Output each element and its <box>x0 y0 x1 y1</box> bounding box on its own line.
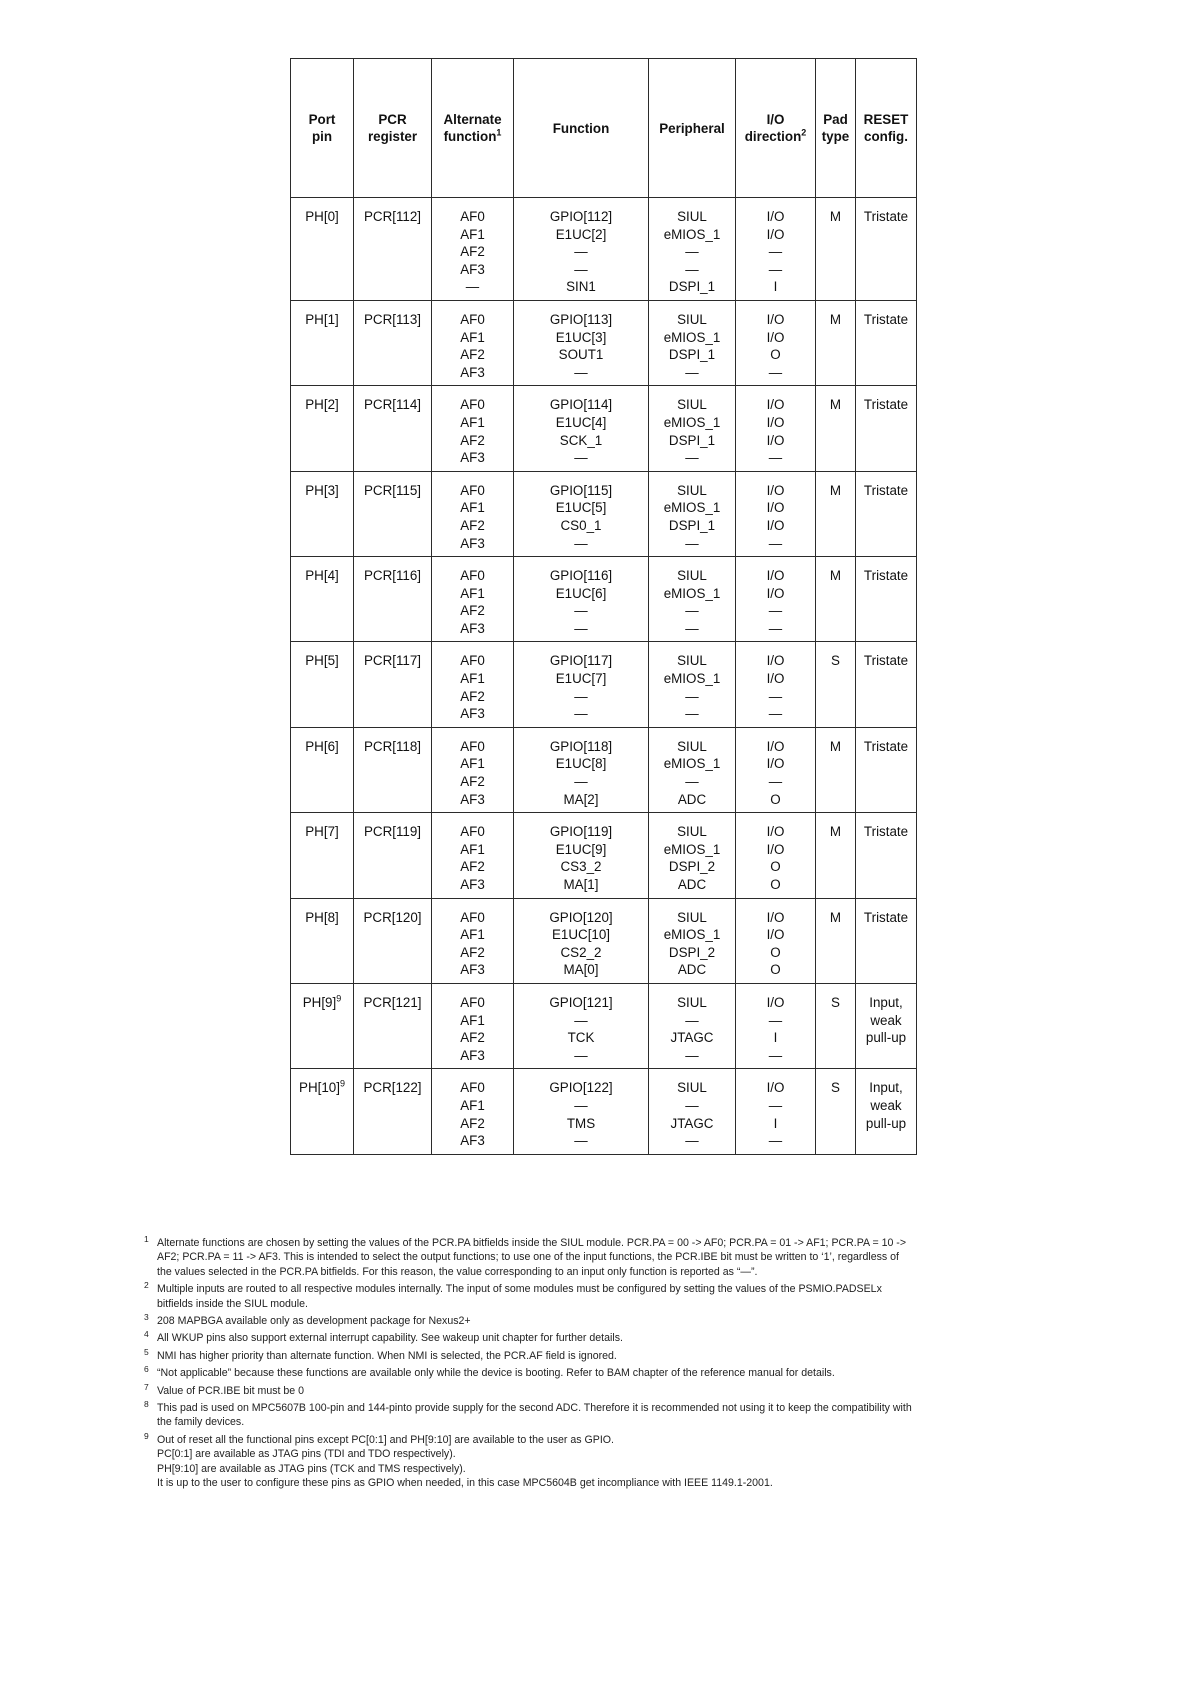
io-direction-cell-text: I/O I/O I/O — <box>766 397 785 466</box>
alternate-function-cell-text: AF0 AF1 AF2 AF3 — <box>460 209 485 295</box>
io-direction-cell-text: I/O I/O — — <box>766 568 785 636</box>
port-pin-cell-text: PH[5] <box>305 653 339 669</box>
footnote <box>142 1346 914 1363</box>
io-direction-cell <box>736 727 816 812</box>
alternate-function-cell-text: AF0 AF1 AF2 AF3 <box>460 738 485 807</box>
table-body <box>291 198 917 1155</box>
port-pin-cell <box>291 983 354 1068</box>
pad-type-cell <box>816 642 856 727</box>
footnote-number: 4 <box>144 1329 149 1340</box>
function-cell <box>514 300 649 385</box>
peripheral-cell-text: SIUL eMIOS_1 DSPI_1 — <box>663 397 721 466</box>
io-direction-cell-text: I/O I/O O O <box>766 824 785 892</box>
column-header-label: I/O <box>766 112 785 127</box>
port-pin-cell <box>291 557 354 642</box>
reset-config-cell <box>856 557 917 642</box>
table-row <box>291 813 917 898</box>
port-pin-cell-text: PH[7] <box>305 824 339 840</box>
alternate-function-cell-text: AF0 AF1 AF2 AF3 <box>460 909 485 978</box>
footnote <box>142 1331 914 1345</box>
column-header-label: PCR <box>378 112 407 127</box>
footnote-ref: 9 <box>336 993 342 1004</box>
pcr-register-cell-text: PCR[121] <box>363 994 422 1010</box>
reset-config-cell <box>856 386 917 471</box>
pcr-register-cell-text: PCR[117] <box>363 653 422 669</box>
port-pin-cell-text: PH[8] <box>305 909 339 925</box>
function-cell-text: GPIO[114] E1UC[4] SCK_1 — <box>549 397 613 466</box>
port-pin-cell-text: PH[1] <box>305 311 339 327</box>
footnote <box>142 1282 914 1311</box>
port-pin-cell <box>291 727 354 812</box>
footnote-text: This pad is used on MPC5607B 100-pin and 144-pinto provide supply for the second ADC. Therefore it is recommended not using it to keep the compatibility with the family devices. <box>157 1402 912 1429</box>
reset-config-cell <box>856 983 917 1068</box>
footnote <box>142 1236 914 1279</box>
port-pin-cell <box>291 386 354 471</box>
reset-config-cell-text: Tristate <box>863 209 909 224</box>
table-row <box>291 642 917 727</box>
function-cell-text: GPIO[113] E1UC[3] SOUT1 — <box>549 311 613 380</box>
port-pin-cell <box>291 198 354 301</box>
function-cell-text: GPIO[122] — TMS — <box>549 1080 613 1149</box>
peripheral-cell-text: SIUL eMIOS_1 DSPI_2 ADC <box>663 824 721 892</box>
footnote <box>142 1314 914 1328</box>
pcr-register-cell <box>354 983 432 1068</box>
alternate-function-cell-text: AF0 AF1 AF2 AF3 <box>460 311 485 380</box>
pcr-register-cell <box>354 1069 432 1154</box>
port-pin-cell-text: PH[6] <box>305 738 339 754</box>
pad-type-cell <box>816 813 856 898</box>
pcr-register-cell-text: PCR[112] <box>363 209 422 224</box>
alternate-function-cell-text: AF0 AF1 AF2 AF3 <box>460 482 485 551</box>
function-cell <box>514 471 649 556</box>
peripheral-cell-text: SIUL eMIOS_1 — — DSPI_1 <box>663 209 721 295</box>
port-pin-cell <box>291 898 354 983</box>
reset-config-cell-text: Tristate <box>863 311 909 327</box>
peripheral-cell <box>649 198 736 301</box>
pcr-register-cell <box>354 813 432 898</box>
reset-config-cell-text: Tristate <box>863 824 909 840</box>
pcr-register-cell <box>354 198 432 301</box>
footnote-number: 2 <box>144 1280 149 1291</box>
footnote-text: Out of reset all the functional pins except PC[0:1] and PH[9:10] are available to the user as GPIO. PC[0:1] are available as JTAG pins (TDI and TDO respectively). PH[9:10] are available as JTAG pins (TCK and TMS respectively). It is up to the user to configure these pins as GPIO when needed, in this case MPC5604B get incompliance with IEEE 1149.1-2001. <box>157 1433 773 1490</box>
alternate-function-cell <box>432 198 514 301</box>
reset-config-cell <box>856 1069 917 1154</box>
column-header <box>816 59 856 198</box>
function-cell-text: GPIO[119] E1UC[9] CS3_2 MA[1] <box>549 824 613 892</box>
function-cell-text: GPIO[118] E1UC[8] — MA[2] <box>549 738 613 807</box>
alternate-function-cell-text: AF0 AF1 AF2 AF3 <box>460 653 485 722</box>
alternate-function-cell <box>432 557 514 642</box>
pad-type-cell <box>816 557 856 642</box>
port-pin-cell-text: PH[2] <box>305 397 339 413</box>
footnote-text: Multiple inputs are routed to all respective modules internally. The input of some modules must be configured by setting the values of the PSMIO.PADSELx bitfields inside the SIUL module. <box>157 1283 882 1310</box>
function-cell <box>514 1069 649 1154</box>
reset-config-cell-text: Input, weak pull-up <box>865 1080 907 1131</box>
pcr-register-cell <box>354 898 432 983</box>
pad-type-cell-text: M <box>829 824 842 840</box>
reset-config-cell-text: Tristate <box>863 909 909 925</box>
pad-type-cell-text: M <box>829 397 842 413</box>
footnotes <box>142 1236 914 1494</box>
alternate-function-cell <box>432 813 514 898</box>
function-cell <box>514 813 649 898</box>
port-pin-cell-text: PH[4] <box>305 568 339 584</box>
peripheral-cell <box>649 642 736 727</box>
io-direction-cell <box>736 983 816 1068</box>
column-header <box>291 59 354 198</box>
pcr-register-cell-text: PCR[114] <box>363 397 422 413</box>
pad-type-cell-text: M <box>829 209 842 224</box>
column-header-label: function <box>443 129 497 144</box>
alternate-function-cell-text: AF0 AF1 AF2 AF3 <box>460 397 485 466</box>
pcr-register-cell-text: PCR[119] <box>363 824 422 840</box>
footnote-text: “Not applicable” because these functions are available only while the device is booting. Refer to BAM chapter of the reference manual for details. <box>157 1367 835 1380</box>
peripheral-cell <box>649 557 736 642</box>
peripheral-cell-text: SIUL eMIOS_1 DSPI_1 — <box>663 482 721 551</box>
peripheral-cell <box>649 300 736 385</box>
footnote-number: 8 <box>144 1399 149 1410</box>
column-header <box>649 59 736 198</box>
reset-config-cell <box>856 642 917 727</box>
pad-type-cell <box>816 300 856 385</box>
table-row <box>291 1069 917 1154</box>
column-header-label: Function <box>552 120 610 136</box>
io-direction-cell <box>736 557 816 642</box>
function-cell-text: GPIO[116] E1UC[6] — — <box>549 568 613 636</box>
pad-type-cell <box>816 471 856 556</box>
footnote-ref: 9 <box>339 1078 345 1089</box>
peripheral-cell-text: SIUL eMIOS_1 DSPI_1 — <box>663 311 721 380</box>
peripheral-cell-text: SIUL eMIOS_1 DSPI_2 ADC <box>663 909 721 978</box>
alternate-function-cell <box>432 300 514 385</box>
pcr-register-cell <box>354 557 432 642</box>
function-cell <box>514 727 649 812</box>
peripheral-cell-text: SIUL — JTAGC — <box>670 1080 714 1149</box>
reset-config-cell-text: Tristate <box>863 397 909 413</box>
peripheral-cell-text: SIUL eMIOS_1 — — <box>663 568 721 636</box>
function-cell-text: GPIO[121] — TCK — <box>549 994 613 1063</box>
io-direction-cell-text: I/O I/O — — I <box>766 209 785 295</box>
port-pin-cell <box>291 300 354 385</box>
footnote <box>142 1401 914 1430</box>
pad-type-cell <box>816 386 856 471</box>
pad-type-cell <box>816 983 856 1068</box>
function-cell <box>514 898 649 983</box>
peripheral-cell <box>649 1069 736 1154</box>
footnote-text: 208 MAPBGA available only as development package for Nexus2+ <box>157 1315 471 1328</box>
reset-config-cell <box>856 727 917 812</box>
column-header-label: direction <box>744 129 802 144</box>
column-header-label: Port <box>308 112 336 127</box>
column-header-label: type <box>821 129 850 144</box>
table-row <box>291 727 917 812</box>
io-direction-cell <box>736 198 816 301</box>
footnote-ref: 1 <box>496 127 502 138</box>
pad-type-cell-text: M <box>829 482 842 498</box>
peripheral-cell-text: SIUL eMIOS_1 — — <box>663 653 721 722</box>
table-row <box>291 198 917 301</box>
footnote-number: 9 <box>144 1430 149 1441</box>
footnote <box>142 1430 914 1491</box>
alternate-function-cell-text: AF0 AF1 AF2 AF3 <box>460 568 485 636</box>
alternate-function-cell-text: AF0 AF1 AF2 AF3 <box>460 994 485 1063</box>
port-pin-cell <box>291 1069 354 1154</box>
peripheral-cell <box>649 813 736 898</box>
table-row <box>291 898 917 983</box>
footnote-ref: 2 <box>801 127 807 138</box>
io-direction-cell <box>736 813 816 898</box>
column-header-label: Alternate <box>443 112 502 127</box>
footnote-number: 6 <box>144 1364 149 1375</box>
column-header <box>856 59 917 198</box>
pcr-register-cell <box>354 300 432 385</box>
table-row <box>291 471 917 556</box>
function-cell-text: GPIO[112] E1UC[2] — — SIN1 <box>549 209 613 295</box>
function-cell <box>514 983 649 1068</box>
column-header-label: config. <box>864 129 908 144</box>
column-header-label: RESET <box>863 112 909 127</box>
io-direction-cell-text: I/O I/O I/O — <box>766 482 785 551</box>
footnote-text: All WKUP pins also support external interrupt capability. See wakeup unit chapter for further details. <box>157 1332 623 1345</box>
alternate-function-cell <box>432 386 514 471</box>
pad-type-cell-text: M <box>829 311 842 327</box>
pcr-register-cell-text: PCR[118] <box>363 738 422 754</box>
footnote-number: 5 <box>144 1346 149 1357</box>
pcr-register-cell-text: PCR[122] <box>363 1080 422 1096</box>
port-pin-cell-text: PH[3] <box>305 482 339 498</box>
pcr-register-cell-text: PCR[120] <box>363 909 422 925</box>
table-row <box>291 983 917 1068</box>
column-header-label: Pad <box>823 112 848 127</box>
column-header <box>514 59 649 198</box>
alternate-function-cell-text: AF0 AF1 AF2 AF3 <box>460 824 485 892</box>
reset-config-cell <box>856 471 917 556</box>
alternate-function-cell <box>432 471 514 556</box>
alternate-function-cell <box>432 1069 514 1154</box>
pcr-register-cell <box>354 471 432 556</box>
io-direction-cell <box>736 300 816 385</box>
footnote-number: 1 <box>144 1234 149 1244</box>
pcr-register-cell-text: PCR[115] <box>363 482 422 498</box>
io-direction-cell-text: I/O — I — <box>766 1080 785 1149</box>
table-row <box>291 300 917 385</box>
footnote-number: 3 <box>144 1312 149 1323</box>
column-header-label: pin <box>311 129 333 144</box>
alternate-function-cell <box>432 642 514 727</box>
port-pin-cell-text: $PH[10]^9$ <box>299 1078 345 1096</box>
io-direction-cell <box>736 386 816 471</box>
table-row <box>291 386 917 471</box>
peripheral-cell <box>649 898 736 983</box>
io-direction-cell <box>736 642 816 727</box>
port-pin-cell <box>291 813 354 898</box>
peripheral-cell <box>649 727 736 812</box>
pad-type-cell <box>816 898 856 983</box>
reset-config-cell <box>856 898 917 983</box>
io-direction-cell-text: I/O I/O — — <box>766 653 785 722</box>
alternate-function-cell <box>432 727 514 812</box>
footnote-text: Value of PCR.IBE bit must be 0 <box>157 1384 305 1397</box>
footnote-text: NMI has higher priority than alternate function. When NMI is selected, the PCR.AF field is ignored. <box>157 1349 617 1362</box>
io-direction-cell <box>736 1069 816 1154</box>
footnote-number: 7 <box>144 1381 149 1392</box>
peripheral-cell-text: SIUL — JTAGC — <box>670 994 714 1063</box>
alternate-function-cell <box>432 898 514 983</box>
reset-config-cell-text: Tristate <box>863 568 909 584</box>
peripheral-cell <box>649 386 736 471</box>
function-cell-text: GPIO[115] E1UC[5] CS0_1 — <box>549 482 613 551</box>
function-cell-text: GPIO[120] E1UC[10] CS2_2 MA[0] <box>549 909 613 978</box>
function-cell <box>514 386 649 471</box>
reset-config-cell-text: Input, weak pull-up <box>865 994 907 1046</box>
port-pin-cell <box>291 471 354 556</box>
io-direction-cell-text: I/O I/O — O <box>766 738 785 807</box>
column-header <box>354 59 432 198</box>
pad-type-cell-text: S <box>831 1080 840 1096</box>
pcr-register-cell <box>354 727 432 812</box>
alternate-function-cell-text: AF0 AF1 AF2 AF3 <box>460 1080 485 1149</box>
pcr-register-cell-text: PCR[113] <box>363 311 422 327</box>
io-direction-cell-text: I/O I/O O — <box>766 311 785 380</box>
pad-type-cell-text: M <box>829 568 842 584</box>
io-direction-cell-text: I/O I/O O O <box>766 909 785 978</box>
reset-config-cell <box>856 198 917 301</box>
table-row <box>291 557 917 642</box>
port-pin-cell-text: $PH[9]^9$ <box>302 993 342 1010</box>
reset-config-cell-text: Tristate <box>863 738 909 754</box>
function-cell-text: GPIO[117] E1UC[7] — — <box>549 653 613 722</box>
reset-config-cell <box>856 813 917 898</box>
peripheral-cell <box>649 471 736 556</box>
pad-type-cell-text: S <box>831 653 840 669</box>
pin-mux-table <box>290 58 917 1155</box>
column-header-label: Peripheral <box>659 120 725 136</box>
reset-config-cell <box>856 300 917 385</box>
port-pin-cell-text: PH[0] <box>305 209 339 224</box>
footnote <box>142 1381 914 1398</box>
pad-type-cell-text: M <box>829 738 842 754</box>
table-header-row <box>291 59 917 198</box>
reset-config-cell-text: Tristate <box>863 653 909 669</box>
function-cell <box>514 198 649 301</box>
io-direction-cell <box>736 471 816 556</box>
column-header <box>432 59 514 198</box>
io-direction-cell <box>736 898 816 983</box>
footnote <box>142 1366 914 1380</box>
peripheral-cell-text: SIUL eMIOS_1 — ADC <box>663 738 721 807</box>
function-cell <box>514 642 649 727</box>
function-cell <box>514 557 649 642</box>
alternate-function-cell <box>432 983 514 1068</box>
pcr-register-cell <box>354 386 432 471</box>
peripheral-cell <box>649 983 736 1068</box>
pcr-register-cell <box>354 642 432 727</box>
pad-type-cell <box>816 727 856 812</box>
footnote-text: Alternate functions are chosen by setting the values of the PCR.PA bitfields inside the SIUL module. PCR.PA = 00 -> AF0; PCR.PA = 01 -> AF1; PCR.PA = 10 -> AF2; PCR.PA = 11 -> AF3. This is intended to select the output functions; to use one of the input functions, the PCR.IBE bit must be written to ‘1’, regardless of the values selected in the PCR.PA bitfields. For this reason, the value corresponding to an input only function is reported as “—”. <box>157 1237 907 1278</box>
pad-type-cell-text: S <box>831 994 840 1010</box>
pcr-register-cell-text: PCR[116] <box>363 568 422 584</box>
reset-config-cell-text: Tristate <box>863 482 909 498</box>
pad-type-cell <box>816 1069 856 1154</box>
column-header <box>736 59 816 198</box>
pad-type-cell-text: M <box>829 909 842 925</box>
io-direction-cell-text: I/O — I — <box>766 994 785 1063</box>
port-pin-cell <box>291 642 354 727</box>
column-header-label: register <box>367 129 418 144</box>
pad-type-cell <box>816 198 856 301</box>
